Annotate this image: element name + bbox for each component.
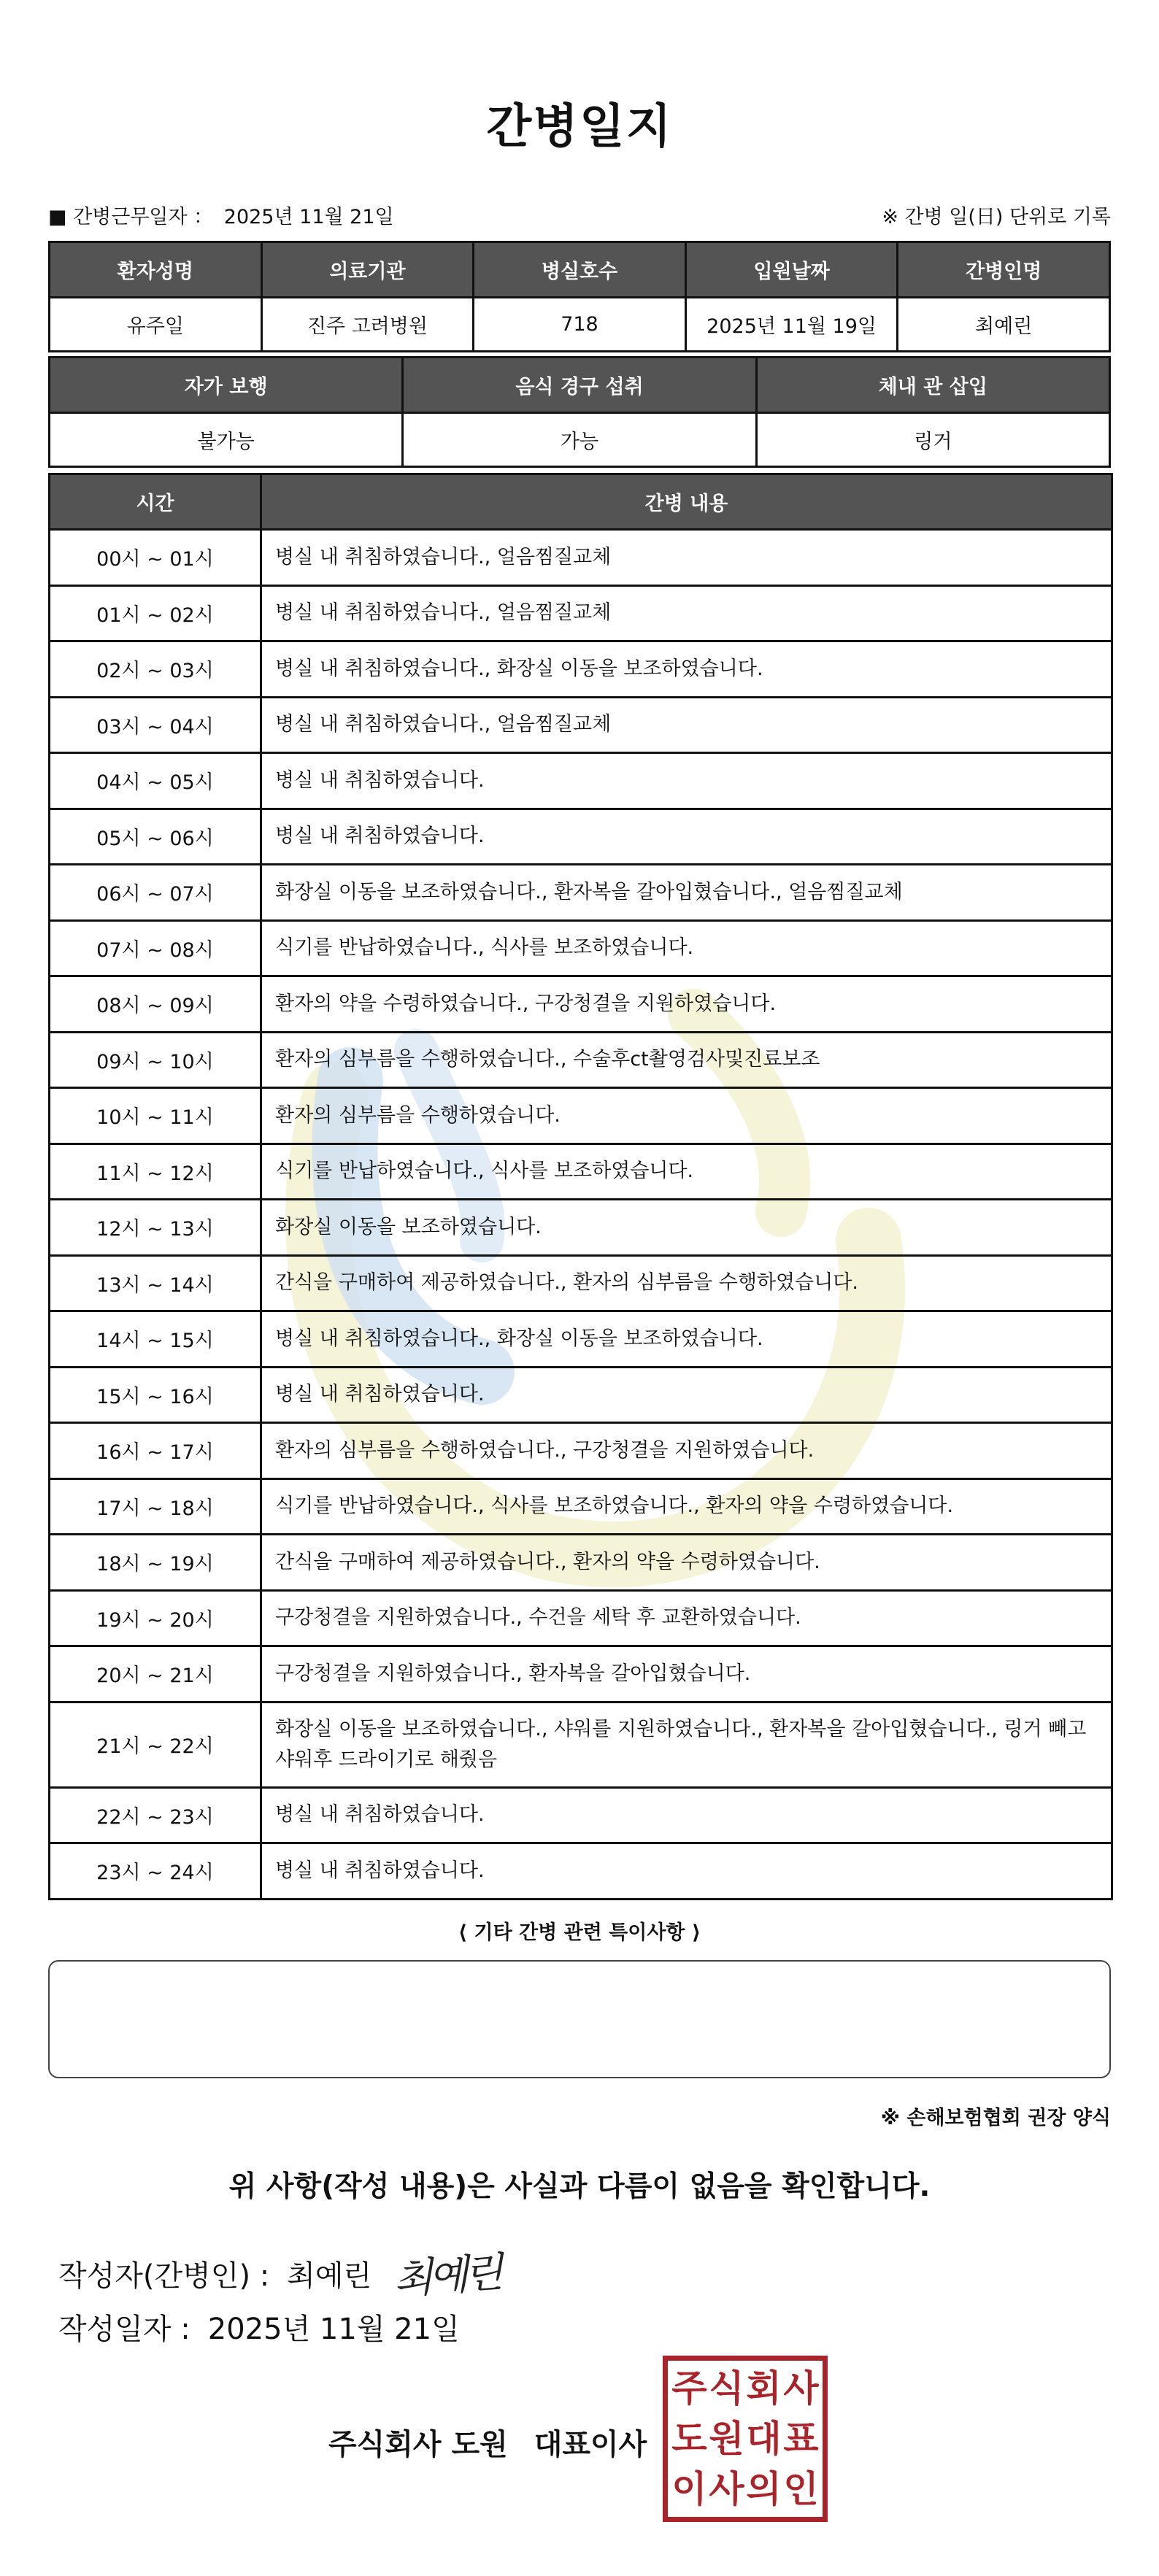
- table-row: [50, 1367, 1112, 1423]
- header-care-content: 간병 내용: [261, 474, 1112, 530]
- patient-value-row: [50, 298, 1110, 352]
- content-cell: 식기를 반납하였습니다., 식사를 보조하였습니다., 환자의 약을 수령하였습니다.: [261, 1478, 1112, 1535]
- time-cell: 08시 ~ 09시: [50, 976, 261, 1033]
- recommend-note: ※ 손해보험협회 권장 양식: [880, 2107, 1111, 2129]
- table-row: [50, 1535, 1112, 1591]
- content-cell: 환자의 심부름을 수행하였습니다., 구강청결을 지원하였습니다.: [261, 1423, 1112, 1479]
- page-title: 간병일지: [486, 100, 673, 154]
- time-cell: 09시 ~ 10시: [50, 1032, 261, 1088]
- content-cell: 간식을 구매하여 제공하였습니다., 환자의 약을 수령하였습니다.: [261, 1535, 1112, 1591]
- content-cell: 구강청결을 지원하였습니다., 수건을 세탁 후 교환하였습니다.: [261, 1590, 1112, 1646]
- seal-char: 원: [709, 2417, 744, 2460]
- content-cell: 식기를 반납하였습니다., 식사를 보조하였습니다.: [261, 920, 1112, 976]
- content-cell: 병실 내 취침하였습니다.: [261, 809, 1112, 865]
- self-walking: 불가능: [50, 413, 403, 467]
- writer-name: 최예린: [287, 2259, 372, 2293]
- writer-row: [58, 2244, 501, 2304]
- header-caregiver: 간병인명: [898, 242, 1110, 298]
- status-value-row: [50, 413, 1110, 467]
- time-cell: 18시 ~ 19시: [50, 1535, 261, 1591]
- content-cell: 간식을 구매하여 제공하였습니다., 환자의 심부름을 수행하였습니다.: [261, 1255, 1112, 1311]
- content-cell: 화장실 이동을 보조하였습니다., 샤워를 지원하였습니다., 환자복을 갈아입혔습니다., 링거 빼고 샤워후 드라이기로 해줬음: [261, 1702, 1112, 1787]
- time-cell: 02시 ~ 03시: [50, 641, 261, 698]
- time-cell: 11시 ~ 12시: [50, 1144, 261, 1200]
- work-date-label: ■ 간병근무일자 ：: [48, 205, 214, 228]
- time-cell: 21시 ~ 22시: [50, 1702, 261, 1787]
- table-row: [50, 641, 1112, 698]
- time-cell: 06시 ~ 07시: [50, 865, 261, 921]
- seal-char: 식: [709, 2367, 744, 2410]
- time-cell: 20시 ~ 21시: [50, 1646, 261, 1702]
- log-header-row: [50, 474, 1112, 530]
- time-cell: 15시 ~ 16시: [50, 1367, 261, 1423]
- content-cell: 병실 내 취침하였습니다., 얼음찜질교체: [261, 697, 1112, 753]
- work-date-row: [48, 200, 1111, 229]
- seal-char: 도: [671, 2417, 707, 2460]
- seal-char: 대: [746, 2417, 782, 2460]
- header-self-walking: 자가 보행: [50, 358, 403, 413]
- content-cell: 환자의 심부름을 수행하였습니다.: [261, 1088, 1112, 1144]
- written-date-row: [58, 2306, 460, 2348]
- header-time: 시간: [50, 474, 261, 530]
- table-row: [50, 1646, 1112, 1702]
- content-cell: 병실 내 취침하였습니다., 화장실 이동을 보조하였습니다.: [261, 641, 1112, 698]
- work-date-value: 2025년 11월 21일: [223, 205, 394, 228]
- seal-char: 주: [671, 2367, 707, 2410]
- seal-char: 인: [783, 2467, 819, 2510]
- content-cell: 구강청결을 지원하였습니다., 환자복을 갈아입혔습니다.: [261, 1646, 1112, 1702]
- content-cell: 병실 내 취침하였습니다., 화장실 이동을 보조하였습니다.: [261, 1311, 1112, 1368]
- work-date: [48, 201, 398, 229]
- table-row: [50, 1478, 1112, 1535]
- table-row: [50, 1787, 1112, 1843]
- content-cell: 병실 내 취침하였습니다., 얼음찜질교체: [261, 585, 1112, 641]
- time-cell: 00시 ~ 01시: [50, 530, 261, 586]
- company-title: 대표이사: [534, 2428, 647, 2461]
- notes-box: [48, 1960, 1111, 2078]
- time-cell: 14시 ~ 15시: [50, 1311, 261, 1368]
- seal-char: 이: [671, 2467, 707, 2510]
- company-signature: [328, 2421, 647, 2463]
- header-oral-intake: 음식 경구 섭취: [403, 358, 756, 413]
- company-name: 주식회사 도원: [328, 2428, 508, 2461]
- status-header-row: [50, 358, 1110, 413]
- table-row: [50, 1200, 1112, 1256]
- table-row: [50, 530, 1112, 586]
- unit-note: ※ 간병 일(日) 단위로 기록: [882, 205, 1111, 228]
- time-cell: 13시 ~ 14시: [50, 1255, 261, 1311]
- time-cell: 10시 ~ 11시: [50, 1088, 261, 1144]
- content-cell: 병실 내 취침하였습니다., 얼음찜질교체: [261, 530, 1112, 586]
- table-row: [50, 1590, 1112, 1646]
- table-row: [50, 753, 1112, 809]
- caregiver-name: 최예린: [898, 298, 1110, 352]
- header-patient-name: 환자성명: [50, 242, 262, 298]
- patient-header-row: [50, 242, 1110, 298]
- tube-insertion: 링거: [756, 413, 1109, 467]
- table-row: [50, 1144, 1112, 1200]
- seal-char: 회: [746, 2367, 782, 2410]
- time-cell: 23시 ~ 24시: [50, 1843, 261, 1900]
- table-row: [50, 1088, 1112, 1144]
- time-cell: 19시 ~ 20시: [50, 1590, 261, 1646]
- company-seal-stamp: [663, 2356, 828, 2522]
- seal-char: 의: [746, 2467, 782, 2510]
- room-number: 718: [474, 298, 686, 352]
- content-cell: 화장실 이동을 보조하였습니다., 환자복을 갈아입혔습니다., 얼음찜질교체: [261, 865, 1112, 921]
- handwritten-signature: 최예린: [392, 2249, 501, 2304]
- table-row: [50, 697, 1112, 753]
- time-cell: 05시 ~ 06시: [50, 809, 261, 865]
- time-cell: 22시 ~ 23시: [50, 1787, 261, 1843]
- content-cell: 병실 내 취침하였습니다.: [261, 1787, 1112, 1843]
- patient-info-table: [48, 241, 1111, 352]
- patient-name: 유주일: [50, 298, 262, 352]
- table-row: [50, 920, 1112, 976]
- table-row: [50, 1843, 1112, 1900]
- table-row: [50, 1423, 1112, 1479]
- care-log-table: [48, 473, 1113, 1900]
- oral-intake: 가능: [403, 413, 756, 467]
- confirm-statement: 위 사항(작성 내용)은 사실과 다름이 없음을 확인합니다.: [228, 2170, 931, 2203]
- hospital: 진주 고려병원: [261, 298, 474, 352]
- admission-date: 2025년 11월 19일: [685, 298, 898, 352]
- header-room: 병실호수: [474, 242, 686, 298]
- seal-char: 사: [783, 2367, 819, 2410]
- header-tube-insertion: 체내 관 삽입: [756, 358, 1109, 413]
- content-cell: 병실 내 취침하였습니다.: [261, 753, 1112, 809]
- header-admission-date: 입원날짜: [685, 242, 898, 298]
- table-row: [50, 809, 1112, 865]
- table-row: [50, 1032, 1112, 1088]
- table-row: [50, 976, 1112, 1033]
- content-cell: 식기를 반납하였습니다., 식사를 보조하였습니다.: [261, 1144, 1112, 1200]
- table-row: [50, 1255, 1112, 1311]
- content-cell: 병실 내 취침하였습니다.: [261, 1367, 1112, 1423]
- time-cell: 17시 ~ 18시: [50, 1478, 261, 1535]
- seal-char: 표: [783, 2417, 819, 2460]
- time-cell: 12시 ~ 13시: [50, 1200, 261, 1256]
- patient-status-table: [48, 356, 1111, 468]
- writer-label: 작성자(간병인) :: [58, 2259, 270, 2293]
- time-cell: 03시 ~ 04시: [50, 697, 261, 753]
- content-cell: 병실 내 취침하였습니다.: [261, 1843, 1112, 1900]
- written-date-value: 2025년 11월 21일: [207, 2313, 460, 2346]
- header-hospital: 의료기관: [261, 242, 474, 298]
- table-row: [50, 1311, 1112, 1368]
- time-cell: 16시 ~ 17시: [50, 1423, 261, 1479]
- table-row: [50, 865, 1112, 921]
- time-cell: 07시 ~ 08시: [50, 920, 261, 976]
- time-cell: 01시 ~ 02시: [50, 585, 261, 641]
- time-cell: 04시 ~ 05시: [50, 753, 261, 809]
- seal-char: 사: [709, 2467, 744, 2510]
- content-cell: 화장실 이동을 보조하였습니다.: [261, 1200, 1112, 1256]
- content-cell: 환자의 약을 수령하였습니다., 구강청결을 지원하였습니다.: [261, 976, 1112, 1033]
- notes-title: ⟨ 기타 간병 관련 특이사항 ⟩: [458, 1921, 701, 1944]
- table-row: [50, 1702, 1112, 1787]
- table-row: [50, 585, 1112, 641]
- written-date-label: 작성일자 :: [58, 2313, 190, 2346]
- content-cell: 환자의 심부름을 수행하였습니다., 수술후ct촬영검사및진료보조: [261, 1032, 1112, 1088]
